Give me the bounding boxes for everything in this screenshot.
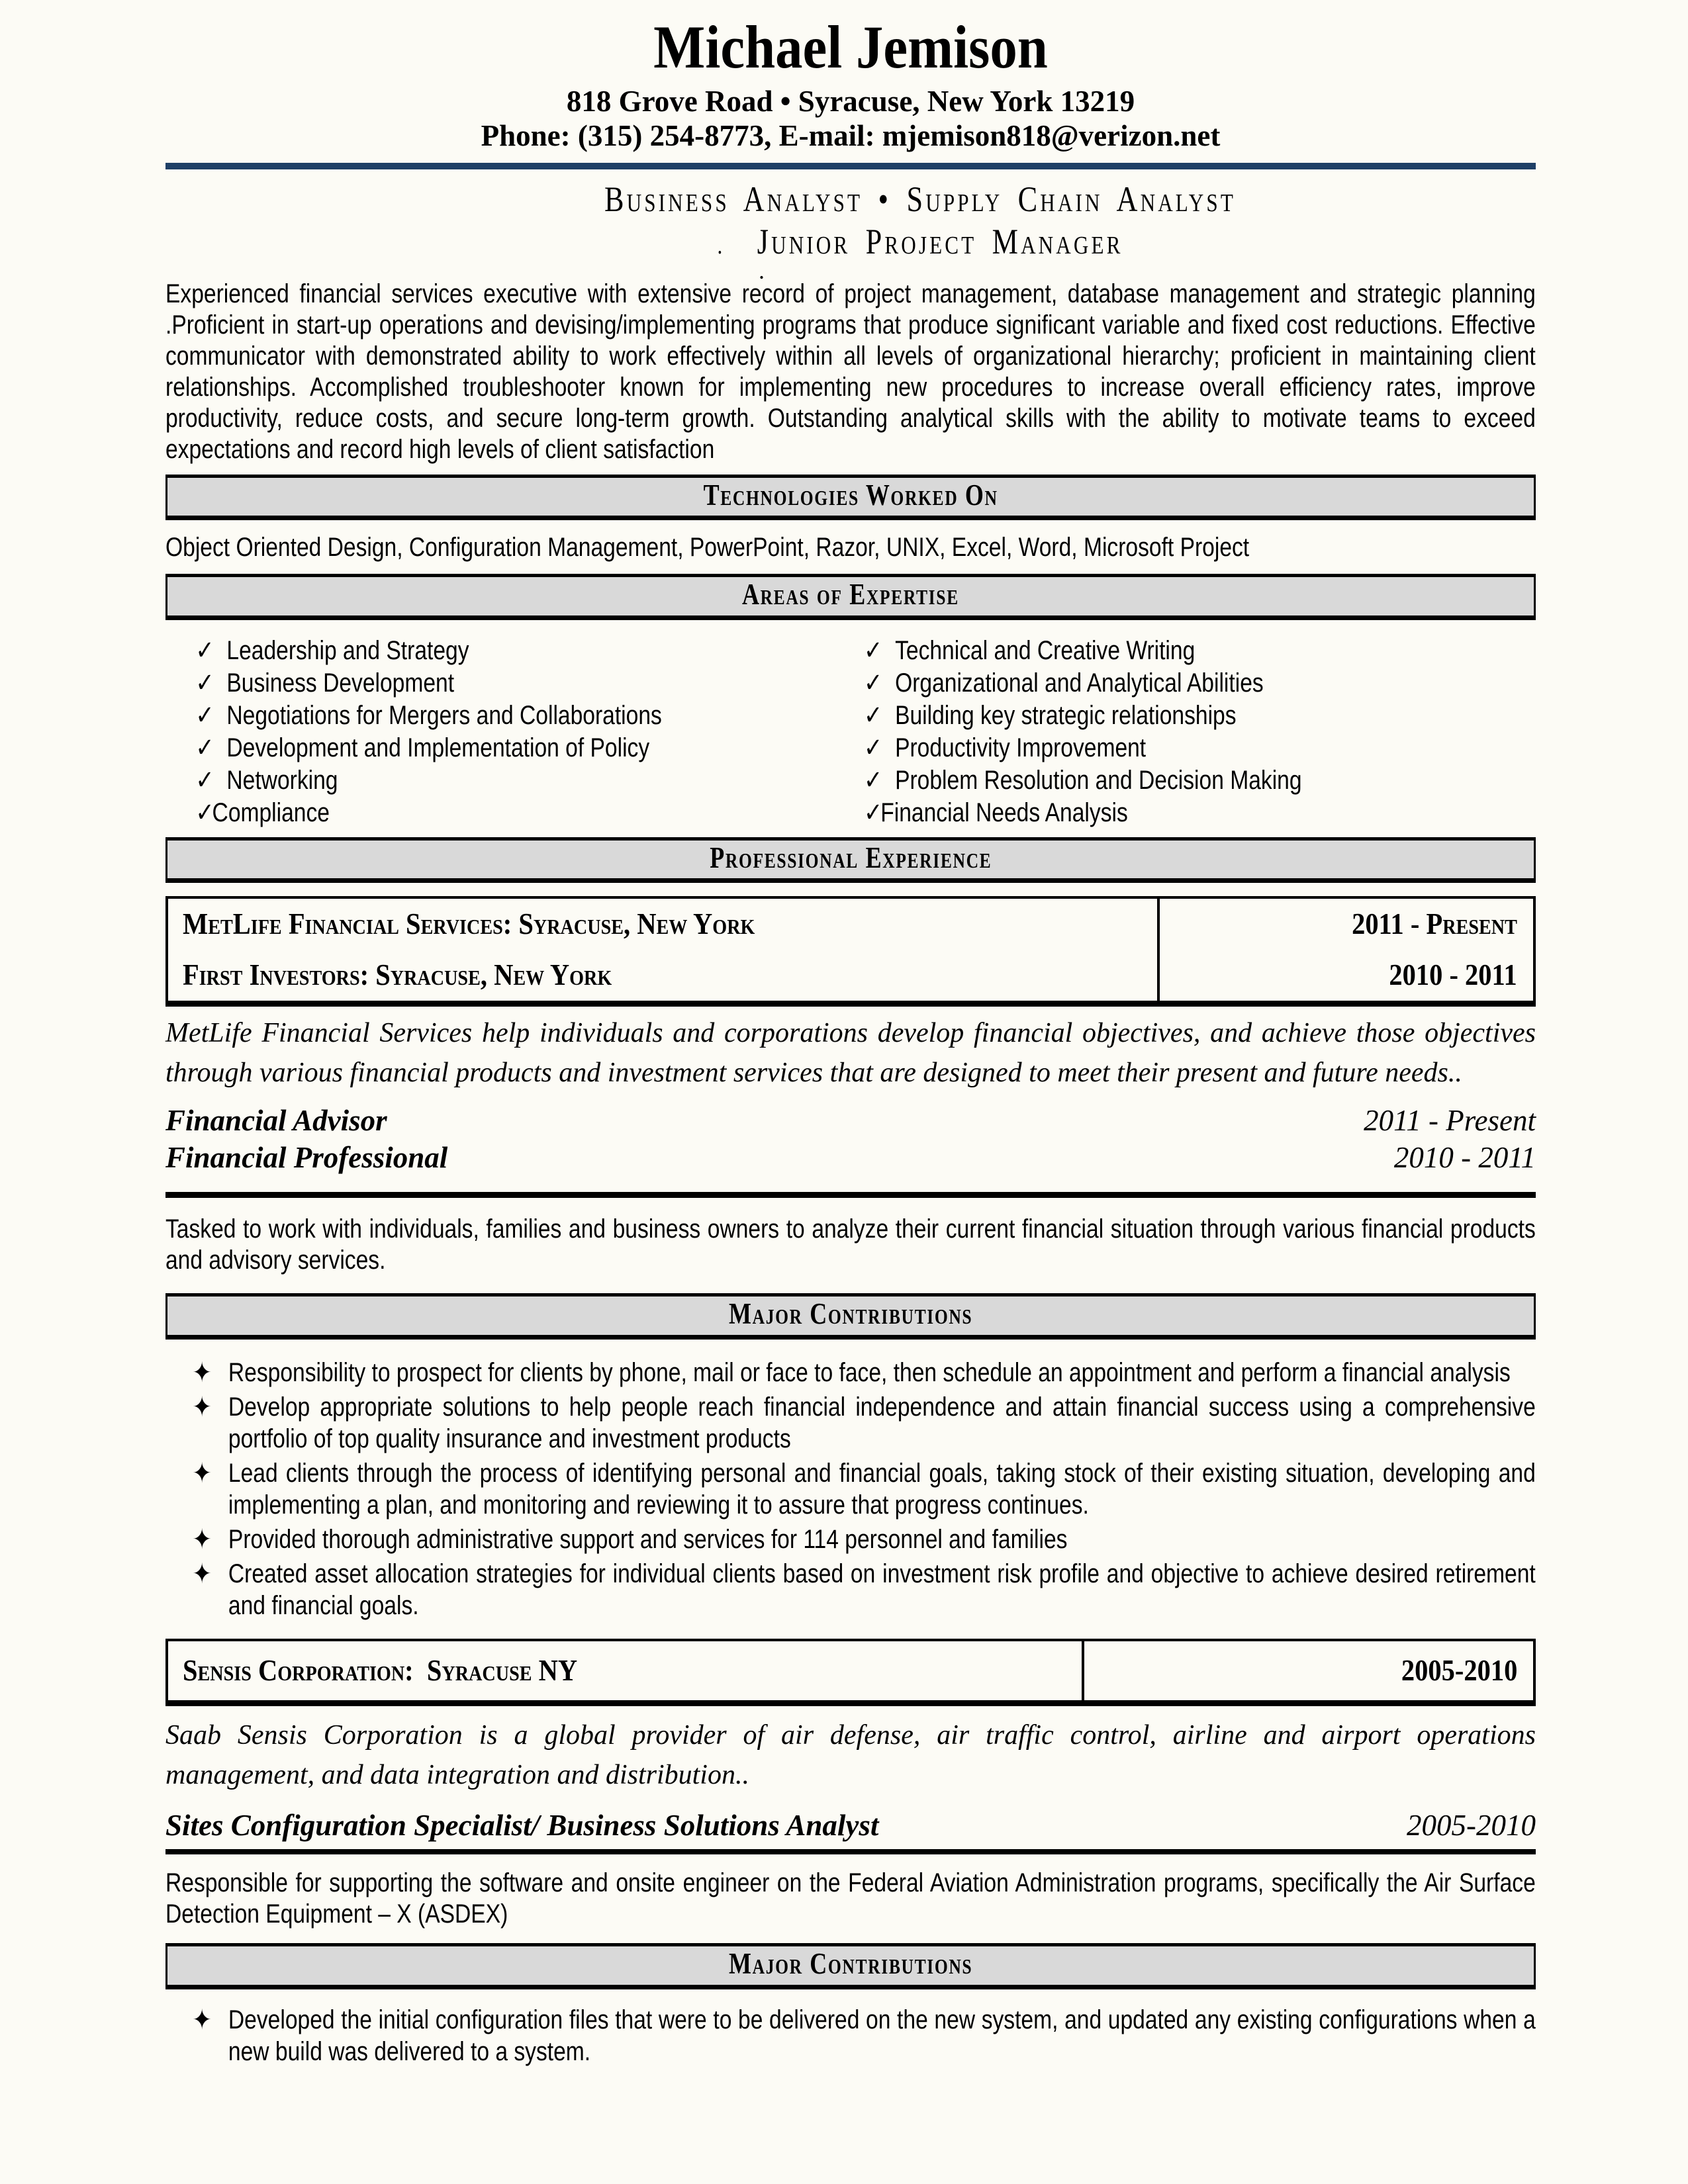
experience-row: [167, 950, 1534, 1004]
company-description: MetLife Financial Services help individuals and corporations develop financial objectives, and achieve those objectives through various financial products and investment services that are designed to meet their present and future needs..: [165, 1018, 1536, 1089]
star-bullet-icon: ✦: [192, 1557, 212, 1589]
role-row: [165, 1140, 1536, 1175]
company-dates: 2005-2010: [1401, 1653, 1517, 1687]
title-line-2-text: Junior Project Manager: [757, 222, 1123, 262]
section-header-technologies: [165, 475, 1536, 521]
stray-period: .: [717, 232, 723, 260]
company-description: Saab Sensis Corporation is a global provider of air defense, air traffic control, airline and airport operations management, and data integration and distribution..: [165, 1720, 1536, 1791]
contribution-item: [192, 1457, 1535, 1521]
company-dates: 2010 - 2011: [1389, 958, 1517, 992]
contributions-list-metlife: [165, 1357, 1536, 1621]
expertise-label: Building key strategic relationships: [895, 700, 1237, 730]
star-bullet-icon: ✦: [192, 1523, 212, 1555]
professional-titles: [165, 179, 1536, 285]
header-divider-rule: [165, 163, 1536, 169]
expertise-item: [864, 732, 1536, 764]
role-responsibility: Responsible for supporting the software and onsite engineer on the Federal Aviation Administration programs, specifically the Air Surface Detection Equipment – X (ASDEX): [165, 1868, 1536, 1929]
expertise-list-left: [165, 635, 864, 829]
expertise-label: Financial Needs Analysis: [880, 797, 1128, 827]
check-icon: ✓: [195, 668, 214, 698]
contributions-list-sensis: [165, 2004, 1536, 2068]
summary-paragraph: Experienced financial services executive with extensive record of project management, database management and strategic planning .Proficient in start-up operations and devising/implementing programs that produce significant variable and fixed cost reductions. Effective communicator with demonstrated ability to work effectively within all levels of organizational hierarchy; proficient in maintaining client relationships. Accomplished troubleshooter known for implementing new procedures to increase overall efficiency rates, improve productivity, reduce costs, and secure long-term growth. Outstanding analytical skills with the ability to motivate teams to exceed expectations and record high levels of client satisfaction: [165, 279, 1536, 464]
role-row: [165, 1808, 1536, 1843]
contribution-item: [192, 1558, 1535, 1621]
role-dates: 2011 - Present: [1364, 1104, 1536, 1138]
contribution-item: [192, 1357, 1535, 1388]
experience-row: [167, 1640, 1534, 1704]
expertise-label: Negotiations for Mergers and Collaborations: [226, 700, 662, 730]
experience-table-metlife: [165, 896, 1536, 1007]
section-header-expertise: [165, 574, 1536, 620]
check-icon: ✓: [864, 668, 883, 698]
expertise-item: [195, 732, 864, 764]
expertise-item: [864, 700, 1536, 732]
company-name: MetLife Financial Services: Syracuse, New York: [183, 907, 755, 941]
expertise-label: Organizational and Analytical Abilities: [895, 668, 1264, 698]
check-icon: ✓: [864, 797, 883, 827]
expertise-label: Technical and Creative Writing: [895, 635, 1196, 665]
header: [165, 13, 1536, 152]
company-name: First Investors: Syracuse, New York: [183, 958, 612, 992]
expertise-item: [195, 667, 864, 700]
experience-row: [167, 897, 1534, 950]
stray-dot: .: [759, 257, 765, 285]
contribution-text: Lead clients through the process of identifying personal and financial goals, taking stock of their existing situation, developing and implementing a plan, and monitoring and reviewing it to assure that progress continues.: [228, 1458, 1536, 1520]
address-line: 818 Grove Road • Syracuse, New York 13219: [566, 85, 1135, 118]
role-overview: Tasked to work with individuals, families and business owners to analyze their current financial situation through various financial products and advisory services.: [165, 1214, 1536, 1275]
dates-cell: [1158, 897, 1534, 950]
expertise-item: [195, 764, 864, 797]
contribution-item: [192, 2004, 1535, 2068]
section-title: Professional Experience: [709, 841, 992, 874]
section-header-major-contributions-1: [165, 1293, 1536, 1340]
expertise-item: [195, 700, 864, 732]
dates-cell: [1083, 1640, 1534, 1704]
expertise-label: Development and Implementation of Policy: [226, 733, 650, 762]
company-cell: [167, 897, 1158, 950]
contribution-text: Responsibility to prospect for clients by phone, mail or face to face, then schedule an appointment and perform a financial analysis: [228, 1357, 1511, 1387]
expertise-item: [864, 764, 1536, 797]
check-icon: ✓: [864, 700, 883, 730]
expertise-item: [864, 797, 1536, 829]
star-bullet-icon: ✦: [192, 1356, 212, 1388]
expertise-label: Compliance: [212, 797, 330, 827]
expertise-label: Leadership and Strategy: [226, 635, 469, 665]
section-header-experience: [165, 837, 1536, 884]
company-cell: [167, 1640, 1083, 1704]
expertise-label: Networking: [226, 765, 338, 795]
expertise-label: Productivity Improvement: [895, 733, 1147, 762]
expertise-item: [195, 635, 864, 667]
expertise-label: Problem Resolution and Decision Making: [895, 765, 1302, 795]
role-title: Financial Advisor: [165, 1104, 387, 1138]
check-icon: ✓: [195, 700, 214, 730]
star-bullet-icon: ✦: [192, 1390, 212, 1422]
contribution-text: Created asset allocation strategies for individual clients based on investment risk profile and objective to achieve desired retirement and financial goals.: [228, 1559, 1536, 1620]
role-row: [165, 1103, 1536, 1138]
expertise-columns: [165, 635, 1536, 829]
contribution-item: [192, 1524, 1535, 1555]
star-bullet-icon: ✦: [192, 2003, 212, 2035]
check-icon: ✓: [195, 635, 214, 665]
experience-table-sensis: [165, 1639, 1536, 1706]
check-icon: ✓: [195, 733, 214, 762]
contribution-text: Develop appropriate solutions to help people reach financial independence and attain financial success using a comprehensive portfolio of top quality insurance and investment products: [228, 1392, 1536, 1453]
company-name: Sensis Corporation: Syracuse NY: [183, 1653, 578, 1687]
role-title: Financial Professional: [165, 1141, 448, 1175]
title-line-1: Business Analyst • Supply Chain Analyst: [604, 179, 1236, 220]
section-title: Technologies Worked On: [703, 478, 998, 512]
metlife-roles: [165, 1103, 1536, 1175]
sensis-roles: [165, 1808, 1536, 1843]
role-title: Sites Configuration Specialist/ Business Solutions Analyst: [165, 1809, 879, 1843]
check-icon: ✓: [864, 733, 883, 762]
person-name: Michael Jemison: [653, 13, 1048, 81]
check-icon: ✓: [864, 635, 883, 665]
phone-email-line: Phone: (315) 254-8773, E-mail: mjemison818@verizon.net: [481, 118, 1221, 152]
check-icon: ✓: [864, 765, 883, 795]
expertise-label: Business Development: [226, 668, 455, 698]
contribution-text: Provided thorough administrative support and services for 114 personnel and families: [228, 1524, 1068, 1554]
expertise-item: [864, 635, 1536, 667]
technologies-text: Object Oriented Design, Configuration Management, PowerPoint, Razor, UNIX, Excel, Word, Microsoft Project: [165, 533, 1250, 563]
dates-cell: [1158, 950, 1534, 1004]
section-title: Major Contributions: [728, 1947, 973, 1981]
contribution-item: [192, 1391, 1535, 1455]
expertise-item: [195, 797, 864, 829]
role-dates: 2005-2010: [1407, 1809, 1536, 1843]
section-header-major-contributions-2: [165, 1943, 1536, 1989]
check-icon: ✓: [195, 765, 214, 795]
role-dates: 2010 - 2011: [1393, 1141, 1536, 1175]
title-line-2: [415, 221, 1425, 262]
divider-rule: [165, 1849, 1536, 1854]
check-icon: ✓: [195, 797, 214, 827]
company-cell: [167, 950, 1158, 1004]
star-bullet-icon: ✦: [192, 1457, 212, 1488]
section-title: Areas of Expertise: [742, 578, 959, 612]
divider-rule: [165, 1192, 1536, 1198]
expertise-list-right: [864, 635, 1536, 829]
company-dates: 2011 - Present: [1352, 907, 1517, 941]
expertise-item: [864, 667, 1536, 700]
section-title: Major Contributions: [728, 1297, 973, 1331]
contribution-text: Developed the initial configuration files that were to be delivered on the new system, and updated any existing configurations when a new build was delivered to a system.: [228, 2005, 1536, 2066]
